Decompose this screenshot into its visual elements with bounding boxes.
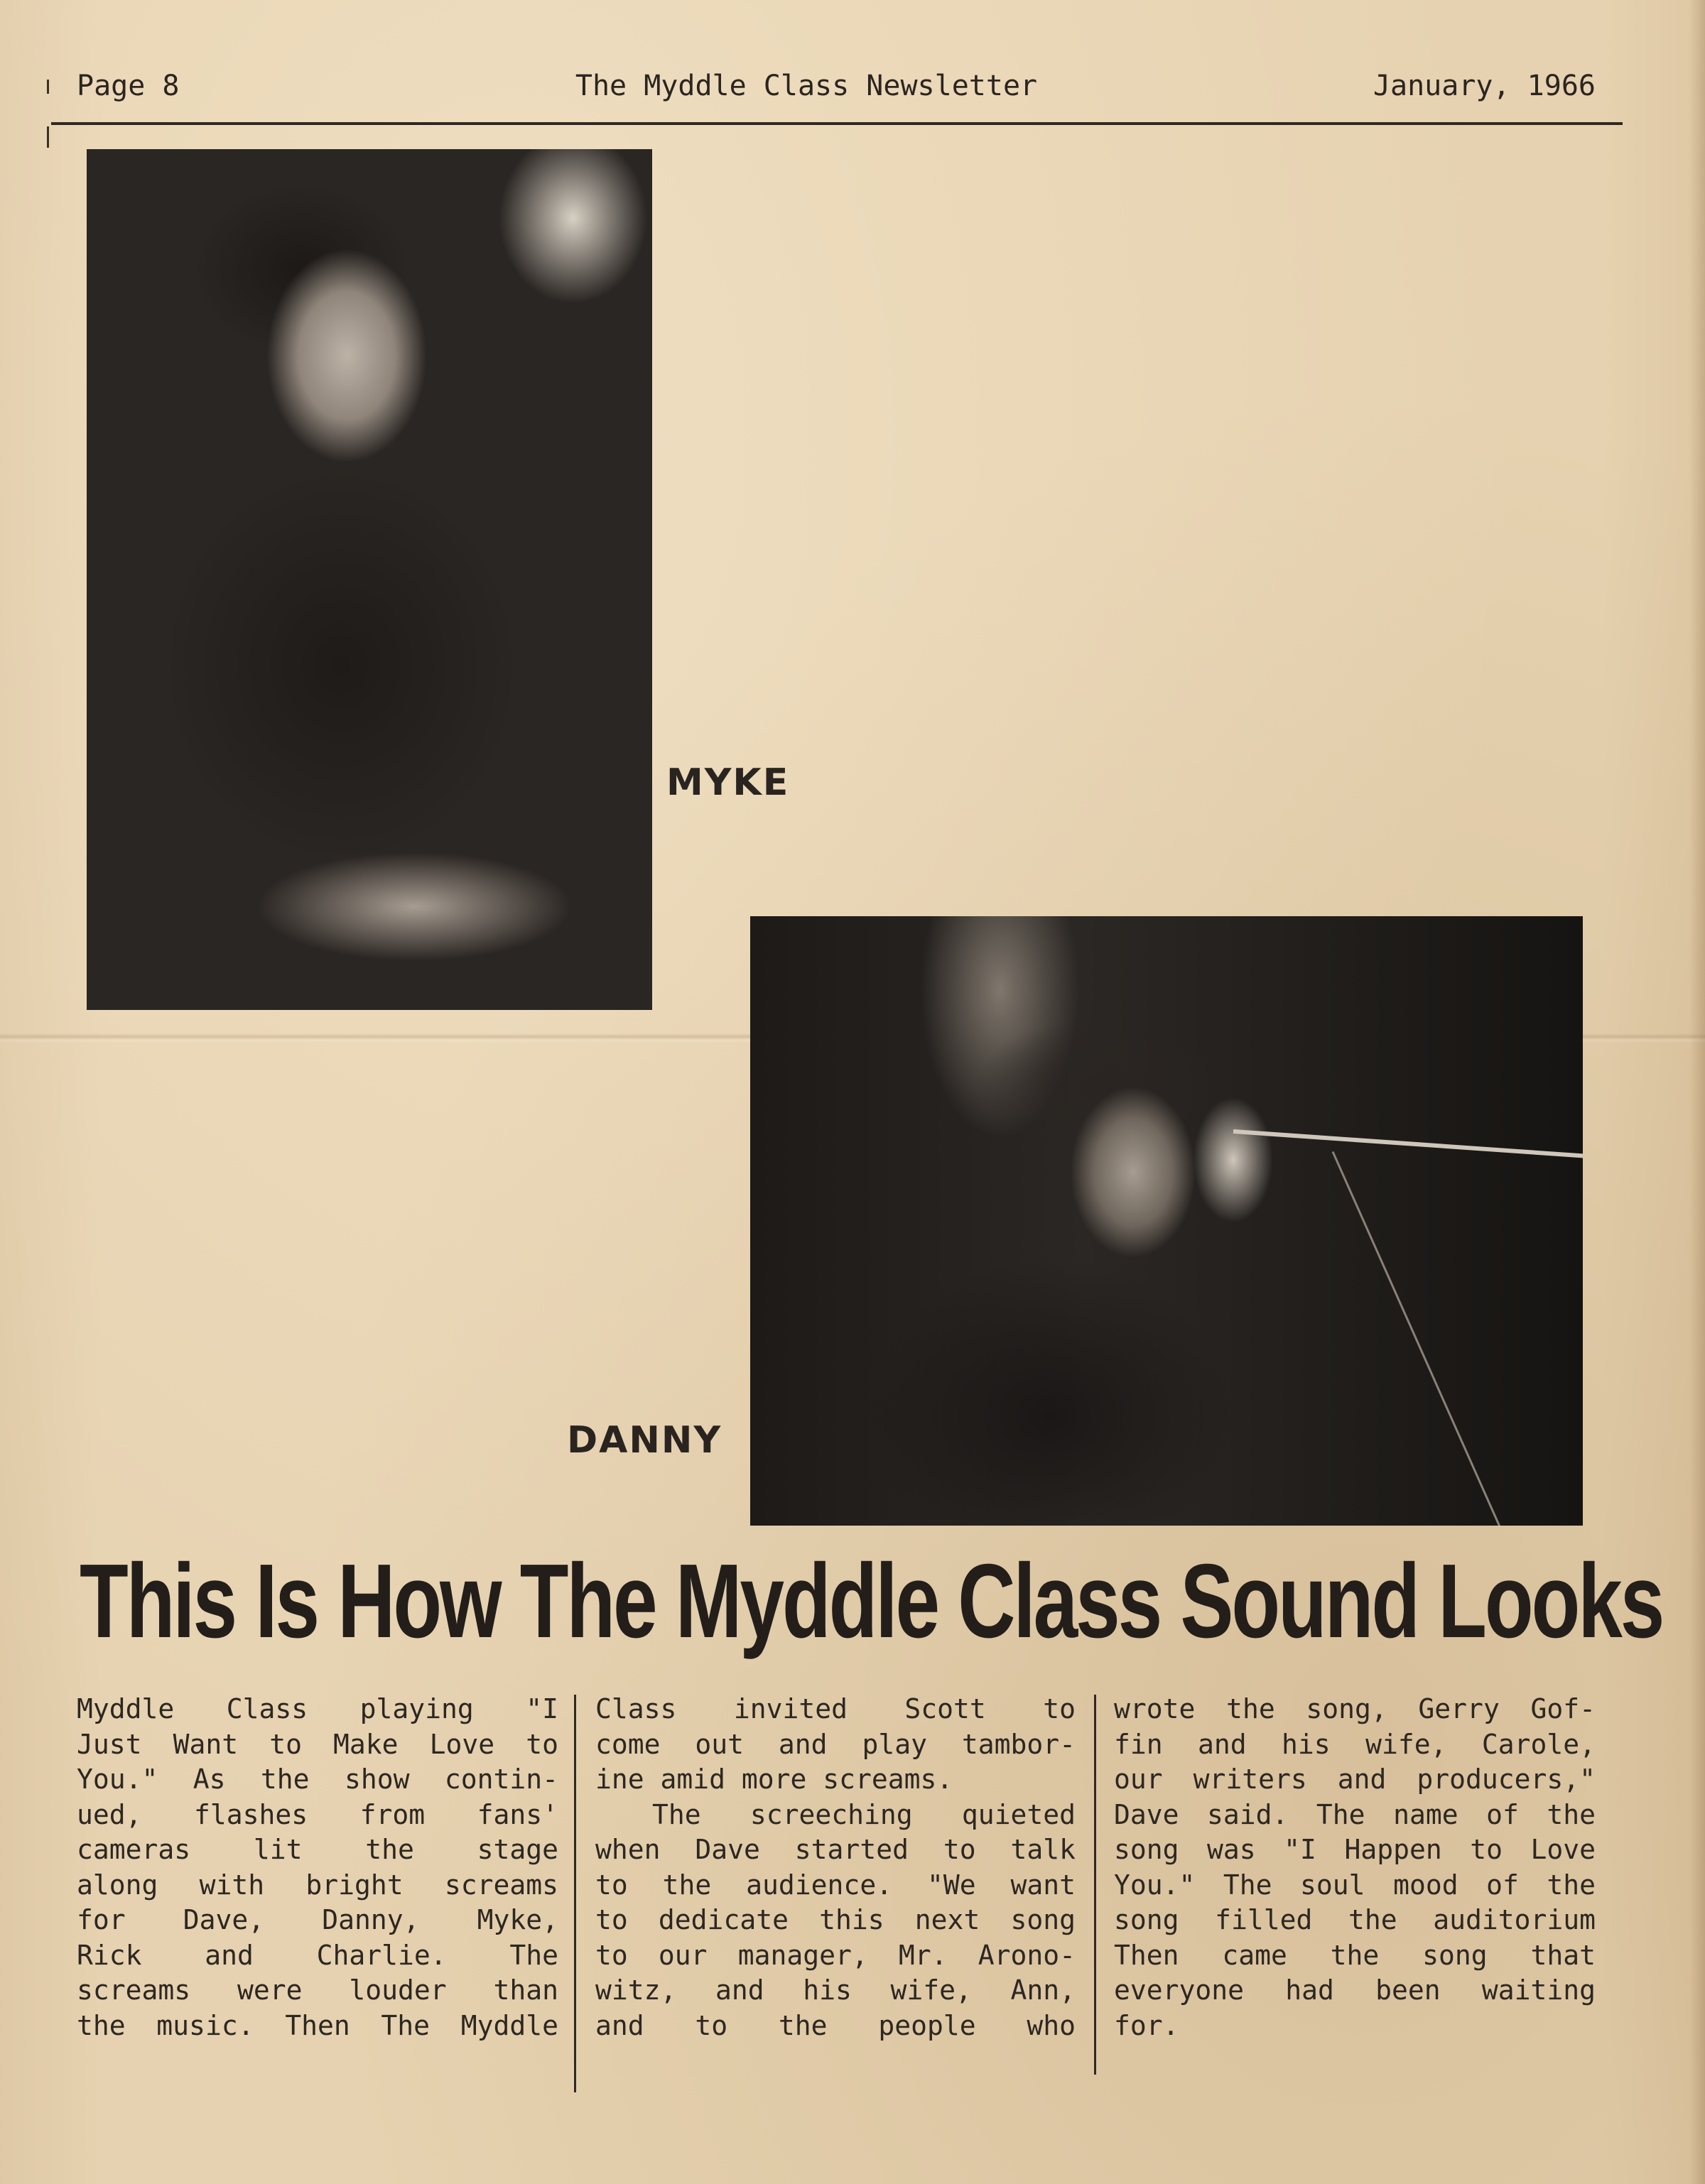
column-line: cameras lit the stage: [77, 1834, 558, 1865]
column-line: wrote the song, Gerry Gof-: [1114, 1693, 1596, 1724]
issue-date: January, 1966: [1373, 70, 1596, 102]
margin-mark: [47, 126, 49, 148]
column-line: song was "I Happen to Love: [1114, 1834, 1596, 1865]
header-rule: [51, 122, 1623, 125]
column-line: fin and his wife, Carole,: [1114, 1728, 1596, 1760]
column-line: to the audience. "We want: [595, 1869, 1076, 1901]
danny-caption: DANNY: [567, 1419, 722, 1462]
article-headline: This Is How The Myddle Class Sound Looks: [80, 1543, 1663, 1660]
column-divider: [1094, 1695, 1096, 2075]
column-line: Myddle Class playing "I: [77, 1693, 558, 1724]
article-column-2: [595, 1692, 1076, 2043]
column-line: Just Want to Make Love to: [77, 1728, 558, 1760]
column-line: for Dave, Danny, Myke,: [77, 1904, 558, 1935]
column-divider: [574, 1695, 576, 2092]
column-line: The screeching quieted: [652, 1798, 1076, 1830]
paper-edge-shadow: [1689, 0, 1705, 2184]
page-number: Page 8: [77, 70, 180, 102]
column-line: for.: [1114, 2009, 1179, 2041]
myke-caption: MYKE: [666, 761, 790, 804]
column-line: song filled the auditorium: [1114, 1904, 1596, 1935]
column-line: You." The soul mood of the: [1114, 1869, 1596, 1901]
article-column-1: [77, 1692, 558, 2043]
column-line: to our manager, Mr. Arono-: [595, 1939, 1076, 1971]
column-line: along with bright screams: [77, 1869, 558, 1901]
column-line: Dave said. The name of the: [1114, 1798, 1596, 1830]
column-line: everyone had been waiting: [1114, 1974, 1596, 2006]
microphone-stand: [1233, 1129, 1583, 1159]
column-line: ine amid more screams.: [595, 1764, 953, 1795]
column-line: the music. Then The Myddle: [77, 2009, 558, 2041]
danny-photo: [750, 916, 1583, 1526]
column-line: witz, and his wife, Ann,: [595, 1974, 1076, 2006]
column-line: Class invited Scott to: [595, 1693, 1076, 1724]
column-line: screams were louder than: [77, 1974, 558, 2006]
column-line: You." As the show contin-: [77, 1764, 558, 1795]
column-line: and to the people who: [595, 2009, 1076, 2041]
column-line: our writers and producers,": [1114, 1764, 1596, 1795]
column-line: come out and play tambor-: [595, 1728, 1076, 1760]
microphone-stand-pole: [1332, 1151, 1508, 1526]
column-line: ued, flashes from fans': [77, 1798, 558, 1830]
column-line: when Dave started to talk: [595, 1834, 1076, 1865]
newsletter-title: The Myddle Class Newsletter: [575, 70, 1038, 102]
myke-photo: [87, 149, 652, 1010]
column-line: to dedicate this next song: [595, 1904, 1076, 1935]
column-line: Then came the song that: [1114, 1939, 1596, 1971]
article-column-3: [1114, 1692, 1596, 2043]
column-line: Rick and Charlie. The: [77, 1939, 558, 1971]
